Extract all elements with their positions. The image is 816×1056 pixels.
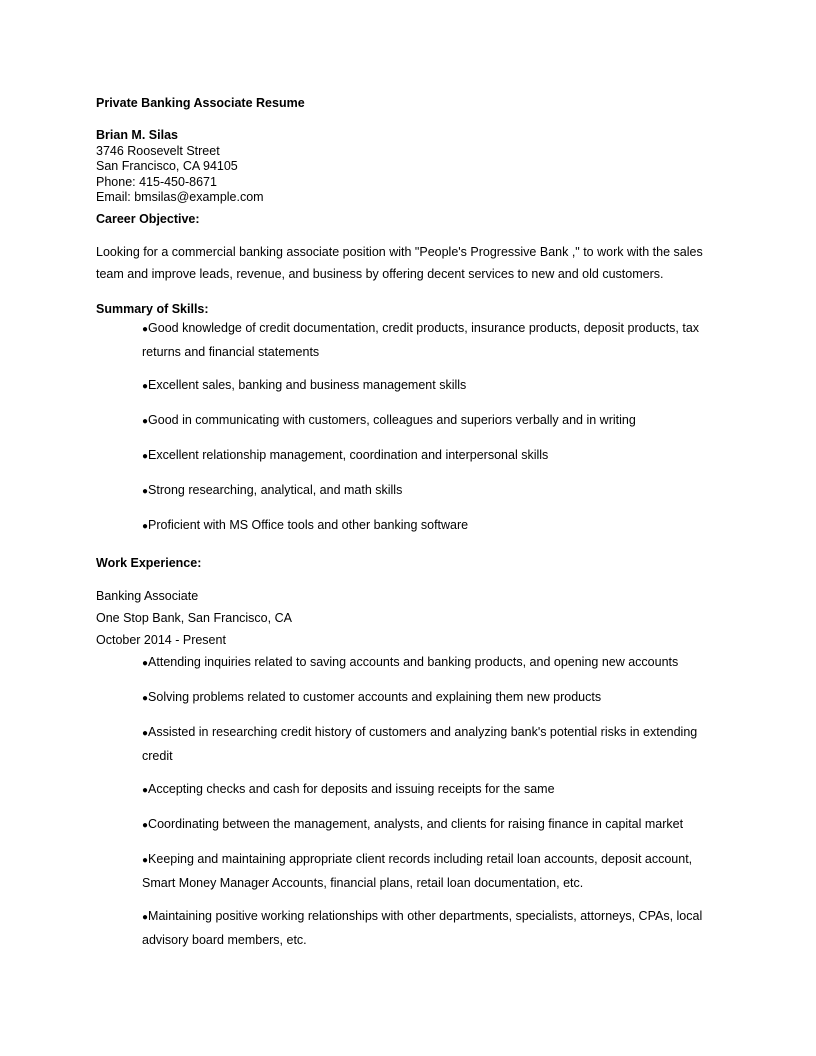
list-item — [142, 778, 710, 802]
skill-text: Strong researching, analytical, and math skills — [148, 482, 403, 497]
bullet-icon: ● — [142, 450, 149, 462]
list-item — [142, 514, 710, 538]
job-details — [96, 585, 720, 651]
bullet-icon: ● — [142, 854, 149, 866]
list-item — [142, 813, 710, 837]
city-address: San Francisco, CA 94105 — [96, 159, 238, 173]
bullet-icon: ● — [142, 784, 149, 796]
bullet-icon: ● — [142, 819, 149, 831]
list-item — [142, 444, 710, 468]
duty-text: Coordinating between the management, analysts, and clients for raising finance in capital market — [148, 816, 684, 831]
skills-heading: Summary of Skills: — [96, 301, 209, 316]
list-item — [142, 479, 710, 503]
candidate-name: Brian M. Silas — [96, 128, 178, 142]
bullet-icon: ● — [142, 727, 149, 739]
contact-block — [96, 128, 720, 206]
skill-text: Excellent relationship management, coordination and interpersonal skills — [148, 447, 549, 462]
skill-text: Good in communicating with customers, colleagues and superiors verbally and in writing — [148, 412, 636, 427]
list-item — [142, 905, 710, 951]
bullet-icon: ● — [142, 415, 149, 427]
company-name: One Stop Bank, San Francisco, CA — [96, 610, 292, 625]
duty-text: Keeping and maintaining appropriate client records including retail loan accounts, deposit account, Smart Money Manager Accounts, financial plans, retail loan documentation, etc. — [142, 851, 693, 890]
duties-list — [96, 651, 720, 951]
skill-text: Good knowledge of credit documentation, credit products, insurance products, deposit products, tax returns and financial statements — [142, 320, 700, 359]
bullet-icon: ● — [142, 380, 149, 392]
bullet-icon: ● — [142, 911, 149, 923]
bullet-icon: ● — [142, 485, 149, 497]
list-item — [142, 374, 710, 398]
email-address: Email: bmsilas@example.com — [96, 190, 264, 204]
list-item — [142, 686, 710, 710]
bullet-icon: ● — [142, 692, 149, 704]
duty-text: Attending inquiries related to saving accounts and banking products, and opening new accounts — [148, 654, 679, 669]
work-experience-heading: Work Experience: — [96, 555, 202, 570]
list-item — [142, 721, 710, 767]
document-title: Private Banking Associate Resume — [96, 96, 305, 110]
career-objective-heading: Career Objective: — [96, 211, 200, 226]
list-item — [142, 848, 710, 894]
duty-text: Maintaining positive working relationships with other departments, specialists, attorneys, CPAs, local advisory board members, etc. — [142, 908, 703, 947]
street-address: 3746 Roosevelt Street — [96, 143, 220, 158]
career-objective-text: Looking for a commercial banking associate position with "People's Progressive Bank ," to work with the sales team and improve leads, revenue, and business by offering decent services to new and old customers. — [96, 244, 703, 281]
bullet-icon: ● — [142, 657, 149, 669]
skill-text: Proficient with MS Office tools and other banking software — [148, 517, 469, 532]
list-item — [142, 651, 710, 675]
list-item — [142, 409, 710, 433]
resume-page — [96, 96, 720, 962]
duty-text: Accepting checks and cash for deposits and issuing receipts for the same — [148, 781, 555, 796]
employment-dates: October 2014 - Present — [96, 632, 226, 647]
skills-list — [96, 317, 720, 538]
list-item — [142, 317, 710, 363]
duty-text: Solving problems related to customer accounts and explaining them new products — [148, 689, 602, 704]
phone-number: Phone: 415-450-8671 — [96, 174, 217, 189]
bullet-icon: ● — [142, 520, 149, 532]
skill-text: Excellent sales, banking and business management skills — [148, 377, 467, 392]
job-title: Banking Associate — [96, 588, 199, 603]
bullet-icon: ● — [142, 323, 149, 335]
duty-text: Assisted in researching credit history of customers and analyzing bank's potential risks in extending credit — [142, 724, 698, 763]
